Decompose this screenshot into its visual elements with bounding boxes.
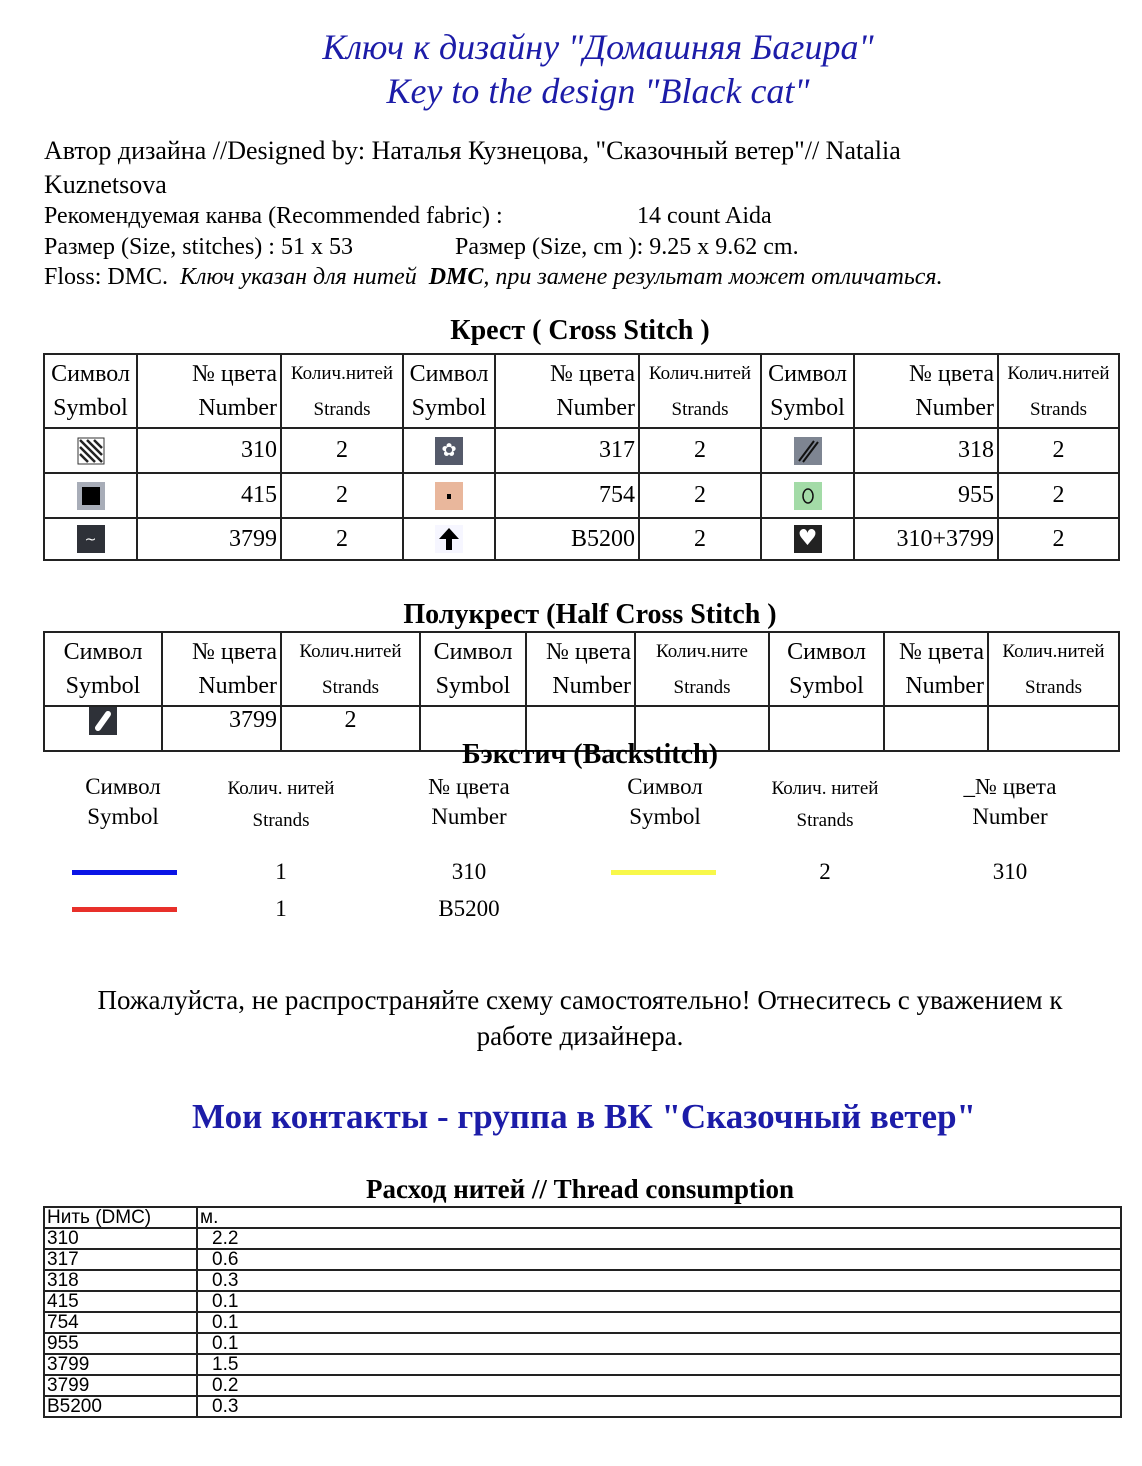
col-meters: м. (197, 1207, 1121, 1228)
fabric-label: Рекомендуемая канва (Recommended fabric) : (44, 203, 503, 229)
color-number: 3799 (162, 706, 281, 751)
up-arrow-icon (435, 525, 463, 553)
thread-number: 754 (44, 1312, 197, 1333)
dot-icon (435, 482, 463, 510)
slash-pill-icon (89, 707, 117, 735)
thread-meters: 0.3 (197, 1270, 1121, 1291)
table-row (44, 1249, 1121, 1270)
color-number: 318 (854, 428, 998, 473)
thread-meters: 0.1 (197, 1312, 1121, 1333)
half-cross-table (43, 631, 1120, 752)
header-symbol: Символ Symbol (420, 632, 526, 706)
strands: 2 (639, 428, 761, 473)
consumption-table (43, 1206, 1122, 1418)
backstitch-header: Колич. нитей Strands (227, 778, 335, 831)
thread-number: 310 (44, 1228, 197, 1249)
header-strands: Колич.нитей Strands (639, 354, 761, 428)
symbol-cell (44, 428, 137, 473)
thread-number: 318 (44, 1270, 197, 1291)
color-number: B5200 (495, 518, 639, 560)
designer-cont: Kuznetsova (44, 170, 167, 199)
fabric-value: 14 count Aida (637, 203, 772, 229)
thread-meters: 0.1 (197, 1291, 1121, 1312)
cross-title: Крест ( Cross Stitch ) (450, 315, 710, 346)
symbol-cell (761, 518, 854, 560)
title-ru: Ключ к дизайну "Домашняя Багира" (322, 27, 874, 67)
header-number: № цвета Number (526, 632, 635, 706)
flower-icon: ✿ (435, 437, 463, 465)
strands: 2 (281, 706, 420, 751)
symbol-cell (403, 518, 495, 560)
circle-icon (794, 482, 822, 510)
table-row (44, 473, 1119, 518)
header-strands: Колич.ните Strands (635, 632, 769, 706)
backstitch-header: Символ Symbol (85, 774, 161, 829)
half-title: Полукрест (Half Cross Stitch ) (403, 599, 777, 630)
header-strands: Колич.нитей Strands (998, 354, 1119, 428)
header-strands: Колич.нитей Strands (281, 354, 403, 428)
backstitch-line-symbol (72, 907, 177, 912)
designer: Автор дизайна //Designed by: Наталья Кузнецова, "Сказочный ветер"// Natalia (44, 136, 901, 165)
col-thread: Нить (DMC) (44, 1207, 197, 1228)
color-number: 955 (854, 473, 998, 518)
color-number: 317 (495, 428, 639, 473)
backstitch-line-symbol (72, 870, 177, 875)
thread-number: 955 (44, 1333, 197, 1354)
table-row (44, 1291, 1121, 1312)
color-number: 310 (451, 859, 487, 884)
color-number: B5200 (438, 896, 500, 921)
strands: 2 (639, 473, 761, 518)
header-strands: Колич.нитей Strands (988, 632, 1119, 706)
strands: 2 (281, 518, 403, 560)
strands: 2 (998, 518, 1119, 560)
thread-meters: 0.1 (197, 1333, 1121, 1354)
symbol-cell (403, 473, 495, 518)
header-symbol: Символ Symbol (769, 632, 884, 706)
color-number: 310 (137, 428, 281, 473)
header-number: № цвета Number (854, 354, 998, 428)
strands: 2 (998, 473, 1119, 518)
thread-number: B5200 (44, 1396, 197, 1417)
size-cm: Размер (Size, cm ): 9.25 x 9.62 cm. (455, 234, 799, 260)
color-number: 3799 (137, 518, 281, 560)
title-en: Key to the design "Black cat" (386, 71, 810, 111)
color-number: 754 (495, 473, 639, 518)
thread-number: 3799 (44, 1354, 197, 1375)
strands: 2 (998, 428, 1119, 473)
table-row (44, 1333, 1121, 1354)
thread-meters: 0.2 (197, 1375, 1121, 1396)
strands: 1 (275, 896, 287, 921)
double-slash-icon (794, 437, 822, 465)
symbol-cell (403, 428, 495, 473)
backstitch-header: _№ цвета Number (963, 774, 1057, 829)
header-strands: Колич.нитей Strands (281, 632, 420, 706)
backstitch-header: Символ Symbol (627, 774, 703, 829)
strands: 2 (281, 428, 403, 473)
header-number: № цвета Number (137, 354, 281, 428)
contacts-link[interactable]: Мои контакты - группа в ВК "Сказочный ветер" (192, 1097, 976, 1136)
consumption-title: Расход нитей // Thread consumption (366, 1174, 794, 1204)
thread-number: 415 (44, 1291, 197, 1312)
thread-number: 317 (44, 1249, 197, 1270)
floss-label: Floss: DMC. (44, 264, 169, 290)
thread-meters: 2.2 (197, 1228, 1121, 1249)
table-row (44, 1375, 1121, 1396)
table-row (44, 1396, 1121, 1417)
table-row (44, 1228, 1121, 1249)
header-symbol: Символ Symbol (44, 354, 137, 428)
back-title: Бэкстич (Backstitch) (462, 739, 718, 770)
header-symbol: Символ Symbol (44, 632, 162, 706)
table-row (44, 1270, 1121, 1291)
symbol-cell (44, 518, 137, 560)
strands: 2 (819, 859, 831, 884)
strands: 2 (281, 473, 403, 518)
symbol-cell (761, 473, 854, 518)
color-number: 415 (137, 473, 281, 518)
table-row (44, 1312, 1121, 1333)
table-row (44, 518, 1119, 560)
header-number: № цвета Number (162, 632, 281, 706)
backstitch-header: Колич. нитей Strands (771, 778, 879, 831)
table-row (44, 428, 1119, 473)
floss-dmc: DMC (428, 264, 484, 290)
strands: 1 (275, 859, 287, 884)
thread-meters: 1.5 (197, 1354, 1121, 1375)
header-symbol: Символ Symbol (403, 354, 495, 428)
tilde-icon: ~ (77, 525, 105, 553)
floss-note-2: , при замене результат может отличаться. (483, 264, 943, 290)
cross-stitch-table (43, 353, 1120, 561)
color-number: 310 (992, 859, 1028, 884)
floss-note: Ключ указан для нитей (180, 264, 417, 290)
floss-line (44, 264, 943, 291)
backstitch-line-symbol (611, 870, 716, 875)
notice-line2: работе дизайнера. (476, 1021, 684, 1051)
header-number: № цвета Number (495, 354, 639, 428)
size-stitches: Размер (Size, stitches) : 51 x 53 (44, 234, 353, 260)
backstitch-header: № цвета Number (428, 774, 510, 829)
header-symbol: Символ Symbol (761, 354, 854, 428)
thread-meters: 0.6 (197, 1249, 1121, 1270)
header-number: № цвета Number (884, 632, 988, 706)
thread-meters: 0.3 (197, 1396, 1121, 1417)
color-number: 310+3799 (854, 518, 998, 560)
filled-square-icon (77, 482, 105, 510)
strands: 2 (639, 518, 761, 560)
notice-line1: Пожалуйста, не распространяйте схему самостоятельно! Отнеситесь с уважением к (97, 985, 1063, 1015)
diagonal-stripes-icon (77, 437, 105, 465)
table-row (44, 1354, 1121, 1375)
heart-icon: ♥ (794, 525, 822, 553)
thread-number: 3799 (44, 1375, 197, 1396)
symbol-cell (761, 428, 854, 473)
symbol-cell (44, 473, 137, 518)
